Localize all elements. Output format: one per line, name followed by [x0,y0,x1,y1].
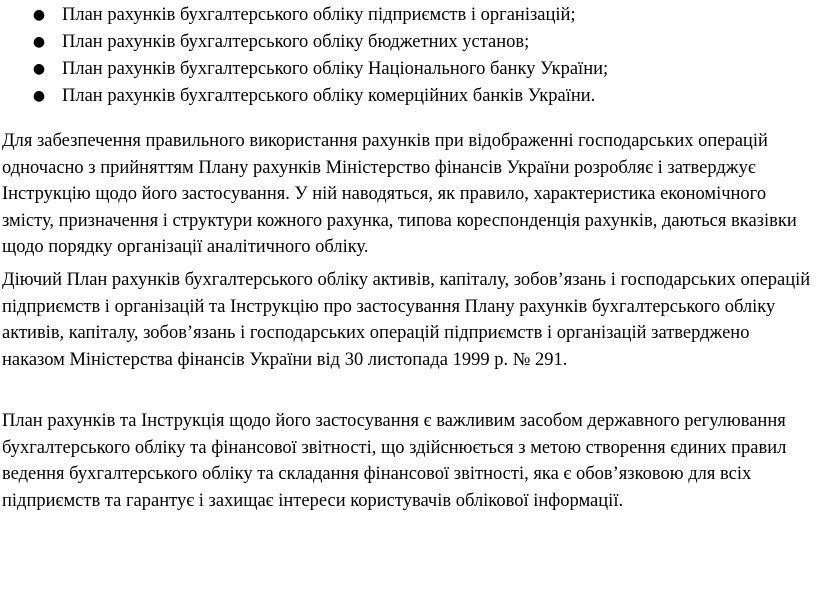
list-item-text: План рахунків бухгалтерського обліку комерційних банків України. [62,86,596,106]
chart-of-accounts-list [0,2,816,110]
bullet-dot-icon: ● [32,61,46,77]
list-item-text: План рахунків бухгалтерського обліку бюджетних установ; [62,32,530,52]
list-item-text: План рахунків бухгалтерського обліку Національного банку України; [62,59,609,79]
list-item [0,2,816,29]
bullet-dot-icon: ● [32,88,46,104]
list-item [0,56,816,83]
bullet-dot-icon: ● [32,7,46,23]
bullet-dot-icon: ● [32,34,46,50]
list-item [0,29,816,56]
paragraph-instruction-purpose: Для забезпечення правильного використання рахунків при відображенні господарських операцій одночасно з прийняттям Плану рахунків Міністерство фінансів України розробляє і затверджує Інструкцію щодо його застосування. У ній наводяться, як правило, характеристика економічного змісту, призначення і структури кожного рахунка, типова кореспонденція рахунків, даються вказівки щодо порядку організації аналітичного обліку. [2,131,797,257]
paragraph-regulation-role: План рахунків та Інструкція щодо його застосування є важливим засобом державного регулювання бухгалтерського обліку та фінансової звітності, що здійснюється з метою створення єдиних правил ведення бухгалтерського обліку та складання фінансової звітності, яка є обов’язковою для всіх підприємств та гарантує і захищає інтереси користувачів облікової інформації. [2,411,787,511]
list-item [0,83,816,110]
list-item-text: План рахунків бухгалтерського обліку підприємств і організацій; [62,5,576,25]
paragraph-current-plan: Діючий План рахунків бухгалтерського обліку активів, капіталу, зобов’язань і господарських операцій підприємств і організацій та Інструкцію про застосування Плану рахунків бухгалтерського обліку активів, капіталу, зобов’язань і господарських операцій підприємств і організацій затверджено наказом Міністерства фінансів України від 30 листопада 1999 р. № 291. [2,270,811,370]
